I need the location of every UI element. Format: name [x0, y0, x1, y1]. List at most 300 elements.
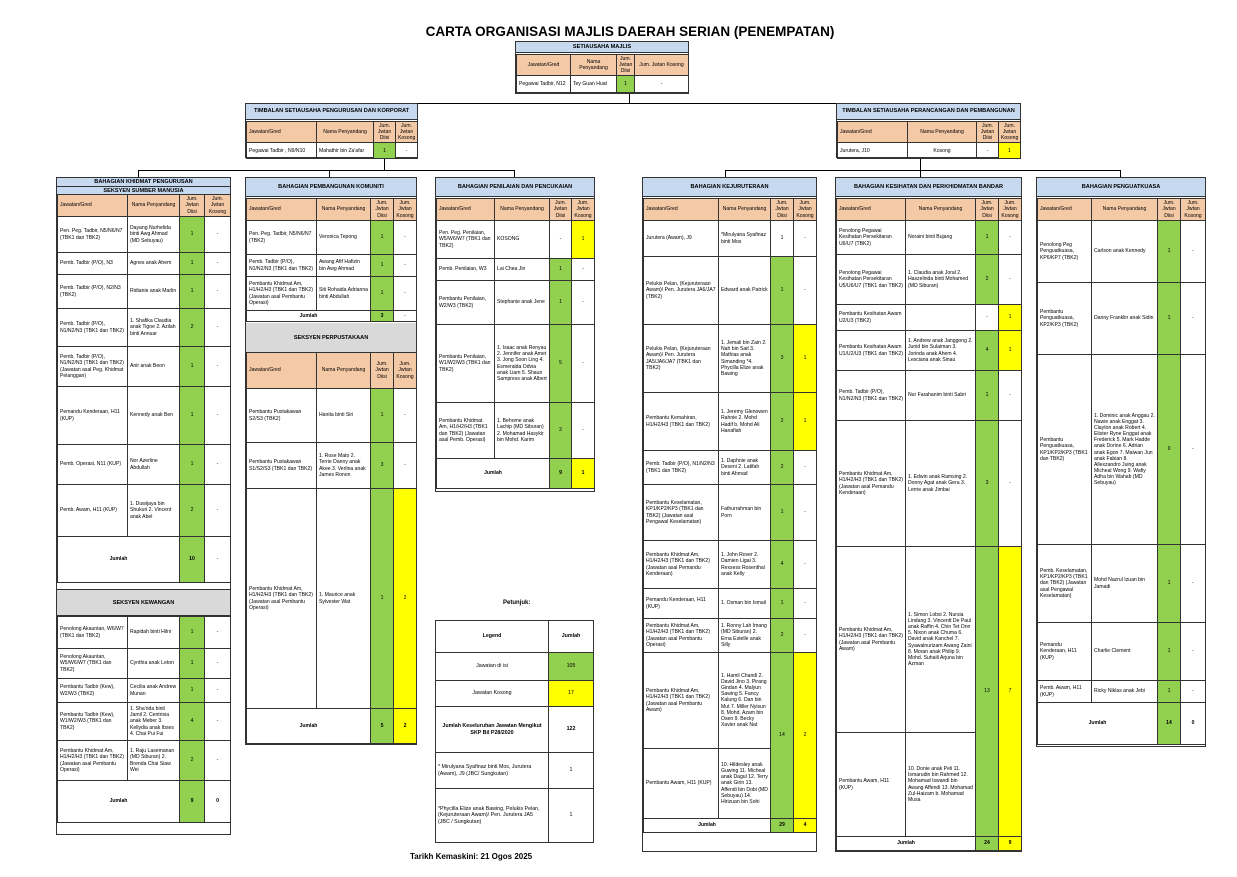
jawatan-cell: Pemb. Keselamatan, KP1/KP2/KP3 (TBK1 dan TBK2) (Jawatan asal Pengawal Keselamatan) — [1038, 545, 1092, 623]
jumlah-diisi: 24 — [976, 837, 999, 851]
connector-line — [334, 103, 922, 104]
nama-cell: Veronica Tepong — [317, 221, 371, 255]
sumber-manusia-title: SEKSYEN SUMBER MANUSIA — [57, 186, 230, 195]
timbalan-perancangan-table — [837, 121, 1021, 159]
nama-cell: 1. Claudia anak Joral 2. Haszelinda binti Mohamed (MD Siburan) — [906, 255, 976, 305]
table-row — [58, 741, 231, 781]
connector-line — [514, 170, 515, 177]
jawatan-cell: Pemb. Tadbir (P/O), N2/N3 (TBK2) — [58, 275, 128, 309]
table-row — [644, 393, 817, 451]
diisi-cell: 2 — [771, 619, 794, 653]
nama-cell: 1. Behome anak Lachip (MD Siburan) 2. Mohamad Hasykir bin Mohd. Karim — [495, 403, 550, 459]
jawatan-cell: Pembantu Khidmat Am, H1/H2/H3 (TBK1 dan TBK2) (Jawatan asal Pembantu Operasi) — [58, 741, 128, 781]
diisi-cell: 1 — [180, 253, 205, 275]
jawatan-cell: Pegawai Tadbir, N12 — [517, 76, 571, 93]
jawatan-cell: Pembantu Khidmat Am, H1/H2/H3 (TBK1 dan TBK2) (Jawatan asal Pemb. Operasi) — [437, 403, 495, 459]
nama-cell: 1. Rose Mato 2. Terrie Danny anak Akee 3. Verlina anak James Ronon — [317, 443, 371, 489]
nama-cell: Awang Afif Hafizin bin Awg Ahmad — [317, 255, 371, 277]
kosong-cell: - — [205, 253, 231, 275]
perpustakaan-table — [246, 352, 417, 744]
jawatan-cell: Pemb. Awam, H11 (KUP) — [58, 485, 128, 537]
kosong-cell: 1 — [999, 331, 1022, 371]
table-row — [58, 649, 231, 679]
connector-line — [725, 170, 726, 177]
sumber-manusia-table — [57, 194, 231, 583]
jumlah-label: Jumlah — [247, 709, 371, 744]
connector-line — [920, 170, 921, 177]
kosong-cell: - — [572, 325, 595, 403]
jawatan-cell: Pemb. Operasi, N11 (KUP) — [58, 445, 128, 485]
legend-row — [436, 653, 594, 681]
jawatan-cell: Pemb. Tadbir (P/O), N3 — [58, 253, 128, 275]
diisi-cell: 3 — [371, 443, 394, 489]
jumlah-diisi: 3 — [371, 311, 394, 322]
nama-cell — [906, 305, 976, 331]
perpustakaan-title: SEKSYEN PERPUSTAKAAN — [246, 323, 416, 353]
kosong-cell: - — [394, 277, 417, 311]
table-row — [58, 309, 231, 347]
nama-cell: Siti Rohaida Adrianna binti Abdullah — [317, 277, 371, 311]
table-row — [437, 221, 595, 259]
diisi-cell: 1 — [180, 679, 205, 703]
kosong-cell: 1 — [794, 393, 817, 451]
nama-cell: 1. Osman bin Ismail — [719, 589, 771, 619]
diisi-cell: 1 — [1158, 283, 1181, 355]
kosong-cell: - — [205, 703, 231, 741]
legend-row — [436, 681, 594, 707]
jumlah-label: Jumlah — [1038, 703, 1158, 745]
kosong-cell: - — [396, 143, 418, 159]
jumlah-kosong: 9 — [999, 837, 1022, 851]
nama-cell: 1. Maurice anak Sylvester Wat — [317, 489, 371, 709]
table-row — [58, 387, 231, 445]
jumlah-row — [58, 781, 231, 823]
table-row — [1038, 681, 1206, 703]
kosong-cell: - — [999, 255, 1022, 305]
diisi-cell: 2 — [550, 403, 572, 459]
table-row — [837, 421, 1022, 547]
table-row — [247, 255, 417, 277]
kosong-cell: 2 — [394, 489, 417, 709]
col-kosong: Jum. Jwtan Kosong — [794, 199, 817, 221]
table-row — [1038, 545, 1206, 623]
legend-total-label: Jumlah Keseluruhan Jawatan Mengikut SKP Bil P28/2020 — [436, 707, 549, 753]
kosong-cell: - — [999, 221, 1022, 255]
jawatan-cell: Pemb. Penilaian, W3 — [437, 259, 495, 281]
kosong-cell: - — [205, 679, 231, 703]
nama-cell: Kennedy anak Ben — [128, 387, 180, 445]
table-row — [644, 589, 817, 619]
diisi-cell: 1 — [371, 489, 394, 709]
col-diisi: Jum. Jwtan Diisi — [1158, 199, 1181, 221]
diisi-cell: 3 — [771, 325, 794, 393]
diisi-cell: 1 — [771, 485, 794, 541]
diisi-cell: 2 — [771, 451, 794, 485]
col-kosong: Jum. Jwtan Kosong — [999, 122, 1021, 143]
nama-cell: Ricky Niklas anak Jebi — [1092, 681, 1158, 703]
diisi-cell: 1 — [976, 371, 999, 421]
kesihatan-table — [836, 198, 1022, 851]
kosong-cell: - — [794, 257, 817, 325]
jumlah-diisi: 14 — [1158, 703, 1181, 745]
pengurusan-box — [56, 177, 231, 835]
diisi-cell: 1 — [771, 221, 794, 257]
table-row — [247, 443, 417, 489]
table-row — [58, 217, 231, 253]
col-diisi: Jum. Jwtan Diisi — [180, 195, 205, 217]
kosong-cell: - — [205, 217, 231, 253]
diisi-cell: 1 — [371, 277, 394, 311]
kosong-cell: - — [205, 275, 231, 309]
table-row — [58, 275, 231, 309]
kosong-cell: - — [794, 541, 817, 589]
table-row — [837, 255, 1022, 305]
jumlah-label: Jumlah — [644, 819, 771, 833]
col-nama: Nama Penyandang — [317, 122, 374, 143]
nama-cell: 1. Jemali bin Zain 2. Nah bin Sait 3. Mathias anak Simanding *4. Phycilla Elize anak Bawing — [719, 325, 771, 393]
jawatan-cell: Pelukis Pelan, (Kejuruteraan Awam)/ Pen. Jurutera JA5/JA6/JA7 (TBK1 dan TBK2) — [644, 325, 719, 393]
col-kosong: Jum. Jwtan Kosong — [1181, 199, 1206, 221]
kosong-cell: - — [205, 309, 231, 347]
kewangan-table — [57, 616, 231, 823]
diisi-cell: 2 — [180, 309, 205, 347]
nama-cell: Lai Chea Jin — [495, 259, 550, 281]
nama-cell: Mahathir bin Za'afar — [317, 143, 374, 159]
jawatan-cell: Pembantu Penguatkuasa, KP1/KP2/KP3 (TBK1 dan TBK2) — [1038, 355, 1092, 545]
table-row — [247, 221, 417, 255]
jawatan-cell: Penolong Akauntan, W5/W6/W7 (TBK1 dan TBK2) — [58, 649, 128, 679]
jawatan-cell: Jurutera, J10 — [838, 143, 908, 159]
connector-line — [138, 170, 139, 177]
kosong-cell: - — [205, 485, 231, 537]
col-diisi: Jum. Jwtan Diisi — [550, 199, 572, 221]
jumlah-kosong: - — [394, 311, 417, 322]
jumlah-label: Jumlah — [58, 537, 180, 583]
diisi-cell: 1 — [371, 255, 394, 277]
table-row — [58, 703, 231, 741]
setiausaha-table — [516, 54, 689, 93]
chart-title: CARTA ORGANISASI MAJLIS DAERAH SERIAN (PENEMPATAN) — [425, 24, 835, 39]
jumlah-diisi: 29 — [771, 819, 794, 833]
diisi-cell: 4 — [771, 541, 794, 589]
kosong-cell: - — [572, 259, 595, 281]
diisi-cell: 1 — [374, 143, 396, 159]
col-diisi: Jum. Jwtan Diisi — [371, 199, 394, 221]
nama-cell: Kosong — [908, 143, 977, 159]
table-row — [644, 257, 817, 325]
legend-vacant-label: Jawatan Kosong — [436, 681, 549, 707]
jawatan-cell: Pembantu Khidmat Am, H1/H2/H3 (TBK1 dan TBK2) (Jawatan asal Pembantu Awam) — [644, 653, 719, 749]
jumlah-kosong: 0 — [1181, 703, 1206, 745]
diisi-cell: 13 — [976, 547, 999, 837]
kosong-cell: 1 — [999, 143, 1021, 159]
nama-cell: Carlson anak Kennedy — [1092, 221, 1158, 283]
legend-filled-value: 105 — [549, 653, 594, 681]
penilaian-title: BAHAGIAN PENILAIAN DAN PENCUKAIAN — [436, 178, 594, 197]
col-jawatan: Jawatan/Gred — [58, 195, 128, 217]
connector-line — [725, 170, 1121, 171]
jumlah-row — [837, 837, 1022, 851]
nama-cell: 1. Duwijaya bin Shukuri 2. Vincent anak Abel — [128, 485, 180, 537]
col-nama: Nama Penyandang — [317, 199, 371, 221]
legend-row — [436, 789, 594, 843]
jawatan-cell: Pembantu Khidmat Am, H1/H2/H3 (TBK1 dan TBK2) (Jawatan asal Pembantu Awam) — [837, 547, 906, 733]
nama-cell: Danny Franklin anak Sidin — [1092, 283, 1158, 355]
col-kosong: Jum. Jwtan Kosong — [999, 199, 1022, 221]
table-row — [837, 305, 1022, 331]
kesihatan-title: BAHAGIAN KESIHATAN DAN PERKHIDMATAN BANDAR — [836, 178, 1021, 197]
diisi-cell: - — [977, 143, 999, 159]
nama-cell: 10. Hildesley anak Guwing 11. Micheal anak Dagul 12. Terry anak Girin 13. Affendi bin Dobi (MD Sebuyau) 14. Hirizuan bin Sohi — [719, 749, 771, 819]
col-jawatan: Jawatan/Gred — [837, 199, 906, 221]
table-row — [644, 325, 817, 393]
jawatan-cell: Pembantu Khidmat Am, H1/H2/H3 (TBK1 dan TBK2) (Jawatan asal Pembantu Operasi) — [247, 277, 317, 311]
jumlah-row — [247, 311, 417, 322]
nama-cell: Tey Guan Huat — [571, 76, 617, 93]
kosong-cell: - — [999, 421, 1022, 547]
col-kosong: Jum. Jwtan Kosong — [394, 199, 417, 221]
diisi-cell: 5 — [550, 325, 572, 403]
timbalan-korporat-box — [245, 103, 418, 158]
col-jawatan: Jawatan/Gred — [247, 199, 317, 221]
kewangan-title: SEKSYEN KEWANGAN — [57, 589, 230, 616]
diisi-cell: - — [976, 305, 999, 331]
jawatan-cell: Pembantu Penguatkuasa, KP2/KP3 (TBK2) — [1038, 283, 1092, 355]
jawatan-cell: Pemb. Tadbir (P/O), N1/N2/N3 (TBK1 dan TBK2) — [644, 451, 719, 485]
diisi-cell: 9 — [1158, 355, 1181, 545]
connector-line — [1120, 170, 1121, 177]
jumlah-kosong: 2 — [394, 709, 417, 744]
diisi-cell: 2 — [976, 255, 999, 305]
jumlah-row — [1038, 703, 1206, 745]
jawatan-cell: Pembantu Khidmat Am, H1/H2/H3 (TBK1 dan TBK2) (Jawatan asal Pembantu Operasi) — [644, 619, 719, 653]
nama-cell: 1. Simon Lobsi 2. Nursia Lindang 3. Vincentt De Paul anak Raffin 4. Chin Tet Onn 5. Nixon anak Chuma 6. David anak Kanchel 7. Syawalnurizam Awang Zaini 8. Moran anak Philip 9. Mohd. Suhaili Arjuna bin Azman — [906, 547, 976, 733]
jumlah-kosong: 1 — [572, 459, 595, 489]
diisi-cell: 1 — [371, 389, 394, 443]
nama-cell: Nor Azerline Abdullah — [128, 445, 180, 485]
diisi-cell: 2 — [180, 741, 205, 781]
jawatan-cell: Penolong Pegawai Kesihatan Persekitaran U5/U6/U7 (TBK1 dan TBK2) — [837, 255, 906, 305]
jawatan-cell: Jurutera (Awam), J9 — [644, 221, 719, 257]
legend-note-value: 1 — [549, 753, 594, 789]
jawatan-cell: Pemb. Awam, H11 (KUP) — [1038, 681, 1092, 703]
legend-filled-label: Jawatan di isi — [436, 653, 549, 681]
jawatan-cell: Pembantu Awam, H11 (KUP) — [837, 733, 906, 837]
kosong-cell: - — [394, 443, 417, 489]
jumlah-label: Jumlah — [58, 781, 180, 823]
jawatan-cell: Pen. Peg. Penilaian, W5/W6/W7 (TBK1 dan TBK2) — [437, 221, 495, 259]
table-row — [58, 679, 231, 703]
kosong-cell: - — [1181, 221, 1206, 283]
table-row — [58, 253, 231, 275]
table-row — [1038, 283, 1206, 355]
connector-line — [138, 170, 515, 171]
nama-cell: Anir anak Beon — [128, 347, 180, 387]
table-row — [644, 653, 817, 749]
kosong-cell: - — [794, 451, 817, 485]
col-jawatan: Jawatan/Gred — [247, 353, 317, 389]
jawatan-cell: Pembantu Tadbir (Kew), W1/W2/W3 (TBK1 dan TBK2) — [58, 703, 128, 741]
col-nama: Nama Penyandang — [908, 122, 977, 143]
nama-cell: Charlie Clement — [1092, 623, 1158, 681]
jawatan-cell: Pemb. Tadbir (P/O), N1/N2/N3 (TBK1 dan TBK2) — [247, 255, 317, 277]
jumlah-row — [437, 459, 595, 489]
kosong-cell: - — [205, 649, 231, 679]
nama-cell: Rapidah binti Hilni — [128, 617, 180, 649]
table-row — [837, 331, 1022, 371]
kosong-cell: - — [999, 371, 1022, 421]
col-nama: Nama Penyandang — [906, 199, 976, 221]
petunjuk-label: Petunjuk: — [503, 600, 531, 606]
col-nama: Nama Penyandang — [128, 195, 180, 217]
table-row — [58, 485, 231, 537]
kosong-cell: 2 — [794, 653, 817, 819]
table-row — [58, 617, 231, 649]
col-nama: Nama Penyandang — [495, 199, 550, 221]
komuniti-box — [245, 177, 417, 745]
nama-cell: 1. Shafika Claudia anak Tigoe 2. Azilah binti Annuar — [128, 309, 180, 347]
col-diisi: Jum. Jwtan Diisi — [771, 199, 794, 221]
legend-header: Legend — [436, 621, 549, 653]
jumlah-diisi: 10 — [180, 537, 205, 583]
table-row — [58, 347, 231, 387]
penguatkuasa-table — [1037, 198, 1206, 745]
table-row — [644, 221, 817, 257]
jawatan-cell: Pembantu Penilaian, W1/W2/W3 (TBK1 dan TBK2) — [437, 325, 495, 403]
nama-cell: Cecilia anak Andrew Munan — [128, 679, 180, 703]
diisi-cell: 1 — [550, 259, 572, 281]
col-nama: Nama Penyandang — [571, 55, 617, 76]
pengurusan-title: BAHAGIAN KHIDMAT PENGURUSAN — [57, 178, 230, 186]
kesihatan-box — [835, 177, 1022, 852]
table-row — [837, 221, 1022, 255]
komuniti-table — [246, 198, 417, 322]
col-diisi: Jum. Jwtan Diisi — [371, 353, 394, 389]
diisi-cell: 1 — [550, 281, 572, 325]
nama-cell: 1. Isaac anak Renyau 2. Jennifer anak Amet 3. Jong Soon Ling 4. Esmeralda Odvia anak Liam 5. Shaun Sampress anak Albert — [495, 325, 550, 403]
legend-note: * Mirulyana Syafinaz binti Mos, Jurutera (Awam), J9 (JBC/ Sungkutan) — [436, 753, 549, 789]
table-row — [1038, 221, 1206, 283]
legend-vacant-value: 17 — [549, 681, 594, 707]
table-row — [247, 489, 417, 709]
nama-cell: *Mirulyana Syafinaz binti Mos — [719, 221, 771, 257]
legend-row — [436, 707, 594, 753]
diisi-cell: 1 — [371, 221, 394, 255]
jawatan-cell: Pembantu Keselamatan, KP1/KP2/KP3 (TBK1 dan TBK2) (Jawatan asal Pengawal Keselamatan) — [644, 485, 719, 541]
jawatan-cell: Pembantu Pustakawan S2/S3 (TBK2) — [247, 389, 317, 443]
diisi-cell: 1 — [1158, 681, 1181, 703]
kosong-cell: - — [635, 76, 689, 93]
jumlah-kosong: 4 — [794, 819, 817, 833]
jumlah-kosong: - — [205, 537, 231, 583]
jawatan-cell: Pembantu Kesihatan Awam U1/U2/U3 (TBK1 dan TBK2) — [837, 331, 906, 371]
nama-cell: 1. Andrew anak Janggong 2. Junid bin Sulaiman 3. Jorinda anak Ahem 4. Lesciana anak Sinau — [906, 331, 976, 371]
col-diisi: Jum. Jwtan Diisi — [374, 122, 396, 143]
col-diisi: Jum. Jwtan Diisi — [977, 122, 999, 143]
kosong-cell: - — [1181, 681, 1206, 703]
col-diisi: Jum. Jwtan Diisi — [976, 199, 999, 221]
diisi-cell: 1 — [180, 347, 205, 387]
col-kosong: Jum. Jwtan Kosong — [205, 195, 231, 217]
table-row — [437, 281, 595, 325]
legend-jumlah-header: Jumlah — [549, 621, 594, 653]
kejuruteraan-box — [642, 177, 817, 852]
jawatan-cell: Pemb. Tadbir (P/O), N1/N2/N3 (TBK1 dan TBK2) — [837, 371, 906, 421]
kosong-cell: - — [394, 389, 417, 443]
jawatan-cell: Pembantu Penilaian, W2/W3 (TBK2) — [437, 281, 495, 325]
updated-date: Tarikh Kemaskini: 21 Ogos 2025 — [410, 852, 533, 861]
jumlah-diisi: 5 — [371, 709, 394, 744]
col-nama: Nama Penyandang — [1092, 199, 1158, 221]
col-kosong: Jum. Jwtan Kosong — [394, 353, 417, 389]
table-row — [837, 371, 1022, 421]
jawatan-cell: Pembantu Kesihatan Awam U2/U3 (TBK2) — [837, 305, 906, 331]
table-row — [1038, 623, 1206, 681]
kosong-cell: - — [794, 221, 817, 257]
diisi-cell: 1 — [976, 221, 999, 255]
nama-cell: Cynthia anak Leton — [128, 649, 180, 679]
nama-cell: 1. Sha'rida binti Jamil 2. Centrisia anak Meber 3. Kellydia anak Ibses 4. Chai Pui Fui — [128, 703, 180, 741]
jawatan-cell: Pembantu Awam, H11 (KUP) — [644, 749, 719, 819]
col-kosong: Jum. Jwtan Kosong — [572, 199, 595, 221]
kosong-cell: - — [205, 387, 231, 445]
jawatan-cell: Pembantu Kemahiran, H1/H2/H3 (TBK1 dan TBK2) — [644, 393, 719, 451]
diisi-cell: 1 — [180, 217, 205, 253]
penilaian-box — [435, 177, 595, 492]
nama-cell: Noraini binti Bujang — [906, 221, 976, 255]
diisi-cell: 1 — [180, 649, 205, 679]
legend-total-value: 122 — [549, 707, 594, 753]
nama-cell: KOSONG — [495, 221, 550, 259]
legend-table — [435, 620, 594, 843]
kejuruteraan-title: BAHAGIAN KEJURUTERAAN — [643, 178, 816, 197]
setiausaha-title: SETIAUSAHA MAJLIS — [516, 42, 688, 53]
komuniti-title: BAHAGIAN PEMBANGUNAN KOMUNITI — [246, 178, 416, 197]
kosong-cell: - — [205, 445, 231, 485]
jawatan-cell: Penolong Peg Penguatkuasa, KP6/KP7 (TBK2) — [1038, 221, 1092, 283]
nama-cell: 1. Raju Lasemanan (MD Siburan) 2. Brenda Chai Siaw Wei — [128, 741, 180, 781]
nama-cell: 1. Daphnie anak Deseni 2. Latifah binti Ahmad — [719, 451, 771, 485]
diisi-cell: 1 — [771, 257, 794, 325]
col-kosong: Jum. Jwtan Kosong — [635, 55, 689, 76]
diisi-cell: 3 — [976, 421, 999, 547]
table-row — [437, 325, 595, 403]
diisi-cell: - — [550, 221, 572, 259]
diisi-cell: 1 — [180, 617, 205, 649]
jumlah-label: Jumlah — [837, 837, 976, 851]
jumlah-row — [58, 537, 231, 583]
kosong-cell: - — [394, 255, 417, 277]
col-jawatan: Jawatan/Gred — [247, 122, 317, 143]
nama-cell: 1. Jeremy Glenowen Rahnie 2. Mohd Hadif b. Mohd Ali Hanafiah — [719, 393, 771, 451]
jawatan-cell: Pemandu Kenderaan, H11 (KUP) — [58, 387, 128, 445]
table-row — [644, 451, 817, 485]
nama-cell: Ridianie anak Marlin — [128, 275, 180, 309]
diisi-cell: 4 — [976, 331, 999, 371]
setiausaha-box — [515, 41, 689, 94]
table-row — [644, 619, 817, 653]
diisi-cell: 1 — [180, 387, 205, 445]
diisi-cell: 1 — [1158, 623, 1181, 681]
legend-note: *Phycilla Elize anak Bawing, Pelukis Pelan, (Kejuruteraan Awam)/ Pen. Jurutera JA5 (JBC / Sungkutan) — [436, 789, 549, 843]
jumlah-row — [644, 819, 817, 833]
jawatan-cell: Pen. Peg. Tadbir, N5/N6/N7 (TBK2) — [247, 221, 317, 255]
timbalan-perancangan-box — [836, 103, 1021, 158]
nama-cell: Dayang Nurhelida binti Awg Ahmad (MD Sebuyau) — [128, 217, 180, 253]
jawatan-cell: Pembantu Khidmat Am, H1/H2/H3 (TBK1 dan TBK2) (Jawatan asal Pemandu Kenderaan) — [837, 421, 906, 547]
kejuruteraan-table — [643, 198, 817, 833]
kosong-cell: - — [205, 347, 231, 387]
